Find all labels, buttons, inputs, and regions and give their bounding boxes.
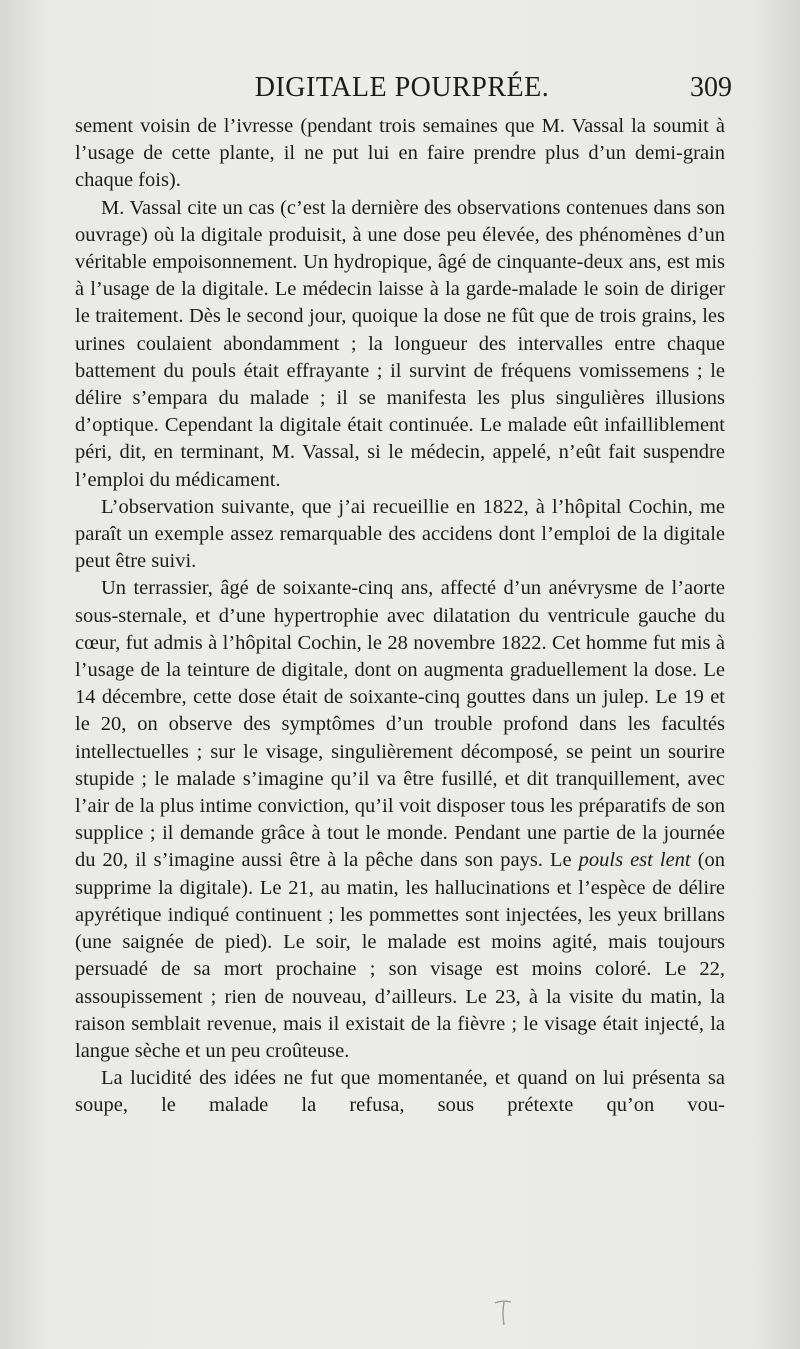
paragraph-4-italic: pouls est lent <box>578 849 691 872</box>
paragraph-2-text: M. Vassal cite un cas (c’est la dernière des observations contenues dans son ouvrage) où la digitale produisit, à une dose peu élevée, des phénomènes d’un véritable empoisonnement. Un hydropique, âgé de cinquante-deux ans, est mis à l’usage de la digitale. Le médecin laisse à la garde-malade le soin de diriger le traitement. Dès le second jour, quoique la dose ne fût que de trois grains, les urines coulaient abondamment ; la longueur des intervalles entre chaque battement du pouls était effrayante ; il survint de fréquens vomissemens ; le délire s’empara du malade ; il se manifesta les plus singulières illusions d’optique. Cependant la digitale était continuée. Le malade eût infailliblement péri, dit, en terminant, M. Vassal, si le médecin, appelé, n’eût fait suspendre l’emploi du médicament. <box>75 196 725 491</box>
paragraph-4 <box>75 575 725 1065</box>
paragraph-5 <box>75 1065 725 1119</box>
paragraph-4-text: Un terrassier, âgé de soixante-cinq ans, affecté d’un anévrysme de l’aorte sous-sternale, et d’une hypertrophie avec dilatation du ventricule gauche du cœur, fut admis à l’hôpital Cochin, le 28 novembre 1822. Cet homme fut mis à l’usage de la teinture de digitale, dont on augmenta graduellement la dose. Le 14 décembre, cette dose était de soixante-cinq gouttes dans un julep. Le 19 et le 20, on observe des symptômes d’un trouble profond dans les facultés intellectuelles ; sur le visage, singulièrement décomposé, se peint un sourire stupide ; le malade s’imagine qu’il va être fusillé, et dit tranquillement, avec l’air de la plus intime conviction, qu’il voit disposer tous les préparatifs de son supplice ; il demande grâce à tout le monde. Pendant une partie de la journée du 20, il s’imagine aussi être à la pêche dans son pays. Le <box>75 577 725 872</box>
paragraph-3 <box>75 494 725 576</box>
page-number: 309 <box>690 72 732 103</box>
body-text <box>75 113 725 1120</box>
paragraph-1 <box>75 113 725 195</box>
running-head <box>72 72 732 112</box>
paragraph-5-text: La lucidité des idées ne fut que momentanée, et quand on lui présenta sa soupe, le malade la refusa, sous prétexte qu’on vou- <box>75 1067 725 1117</box>
paragraph-4-text-after: (on supprime la digitale). Le 21, au matin, les hallucinations et l’espèce de délire apyrétique indiqué continuent ; les pommettes sont injectées, les yeux brillans (une saignée de pied). Le soir, le malade est moins agité, mais toujours persuadé de sa mort prochaine ; son visage est moins coloré. Le 22, assoupissement ; rien de nouveau, d’ailleurs. Le 23, à la visite du matin, la raison semblait revenue, mais il existait de la fièvre ; le visage était injecté, la langue sèche et un peu croûteuse. <box>75 849 726 1062</box>
paragraph-2 <box>75 195 725 494</box>
pencil-mark <box>492 1298 514 1328</box>
paragraph-3-text: L’observation suivante, que j’ai recueillie en 1822, à l’hôpital Cochin, me paraît un exemple assez remarquable des accidens dont l’emploi de la digitale peut être suivi. <box>75 495 725 573</box>
paragraph-1-text: sement voisin de l’ivresse (pendant trois semaines que M. Vassal la soumit à l’usage de cette plante, il ne put lui en faire prendre plus d’un demi-grain chaque fois). <box>75 115 725 192</box>
running-title: DIGITALE POURPRÉE. <box>254 72 550 103</box>
